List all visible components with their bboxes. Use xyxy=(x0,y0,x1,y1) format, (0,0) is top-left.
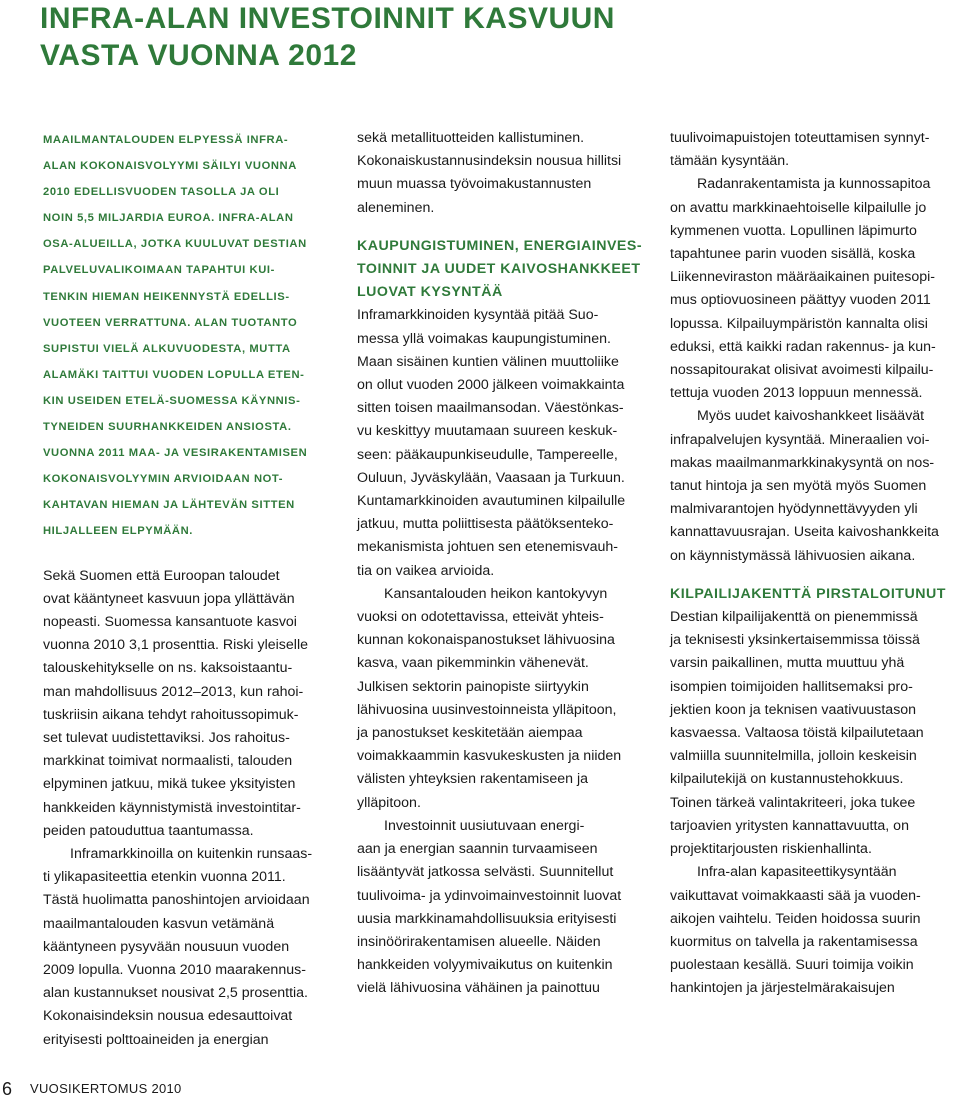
title-line: VASTA VUONNA 2012 xyxy=(40,39,357,72)
text-line: elpyminen jatkuu, mikä tukee yksityisten xyxy=(43,776,296,793)
text-line: Maan sisäinen kuntien välinen muuttoliike xyxy=(357,353,619,370)
body-paragraph xyxy=(670,127,960,173)
text-line: lähivuosina uusinvestoinneista ylläpitoon, xyxy=(357,701,617,718)
body-paragraph xyxy=(670,405,960,567)
text-line: isompien toimijoiden hallitsemaksi pro- xyxy=(670,678,913,695)
text-line: kuormitus on talvella ja rakentamisessa xyxy=(670,933,918,950)
text-line: talouskehitykselle on ns. kaksoistaantu- xyxy=(43,660,293,677)
text-line: tarjoavien yritysten kannattavuutta, on xyxy=(670,817,909,834)
text-line: maailmantalouden kasvun vetämänä xyxy=(43,915,275,932)
body-paragraph xyxy=(357,127,647,220)
text-line: Investoinnit uusiutuvaan energi- xyxy=(384,817,585,834)
text-line: kunnan kokonaispanostukset lähivuosina xyxy=(357,632,615,649)
text-line: aleneminen. xyxy=(357,199,435,216)
text-line: Kokonaisindeksin nousua edesauttoivat xyxy=(43,1008,293,1025)
text-line: man mahdollisuus 2012–2013, kun rahoi- xyxy=(43,683,304,700)
text-line: Myös uudet kaivoshankkeet lisäävät xyxy=(697,408,925,425)
text-line: mus optiovuosineen päättyy vuoden 2011 xyxy=(670,292,931,309)
text-line: KAHTAVAN HIEMAN JA LÄHTEVÄN SITTEN xyxy=(43,499,295,512)
text-line: Kansantalouden heikon kantokyvyn xyxy=(384,585,608,602)
text-line: vaikuttavat voimakkaasti sää ja vuoden- xyxy=(670,887,921,904)
text-line: eduksi, että kaikki radan rakennus- ja kun- xyxy=(670,338,936,355)
text-line: VUOTEEN VERRATTUNA. ALAN TUOTANTO xyxy=(43,316,298,329)
column-3 xyxy=(670,127,960,1001)
text-line: on käynnistymässä lähivuosien aikana. xyxy=(670,547,916,564)
text-line: tuulivoimapuistojen toteuttamisen synnyt- xyxy=(670,130,930,146)
body-paragraph xyxy=(670,173,960,405)
lead-paragraph xyxy=(43,127,333,545)
text-line: alan kustannukset nousivat 2,5 prosenttia. xyxy=(43,985,309,1002)
text-line: välisten yhteyksien rakentamiseen ja xyxy=(357,771,589,788)
text-line: NOIN 5,5 MILJARDIA EUROA. INFRA-ALAN xyxy=(43,212,294,225)
text-line: tuulivoima- ja ydinvoimainvestoinnit luovat xyxy=(357,887,622,904)
text-line: hankkeiden käynnistymistä investointitar- xyxy=(43,799,301,816)
text-line: Sekä Suomen että Euroopan taloudet xyxy=(43,567,280,584)
text-line: vuonna 2010 3,1 prosenttia. Riski yleiselle xyxy=(43,637,308,654)
text-line: erityisesti polttoaineiden ja energian xyxy=(43,1031,269,1048)
text-line: infrapalvelujen kysyntää. Mineraalien voi- xyxy=(670,431,930,448)
text-line: KILPAILIJAKENTTÄ PIRSTALOITUNUT xyxy=(670,585,946,602)
text-line: ti ylikapasiteettia etenkin vuonna 2011. xyxy=(43,869,286,886)
text-line: Kuntamarkkinoiden avautuminen kilpailulle xyxy=(357,493,626,510)
text-line: hankintojen ja järjestelmärakaisujen xyxy=(670,980,895,997)
text-line: OSA-ALUEILLA, JOTKA KUULUVAT DESTIAN xyxy=(43,238,307,251)
text-line: TOINNIT JA UUDET KAIVOSHANKKEET xyxy=(357,261,641,278)
text-line: muun muassa työvoimakustannusten xyxy=(357,176,592,193)
text-line: LUOVAT KYSYNTÄÄ xyxy=(357,284,503,301)
text-line: malmivarantojen hyödynnettävyyden yli xyxy=(670,501,918,518)
text-line: KOKONAISVOLYYMIN ARVIOIDAAN NOT- xyxy=(43,473,284,486)
body-paragraph xyxy=(43,843,333,1052)
text-line: kannattavuusrajan. Useita kaivoshankkeita xyxy=(670,524,939,541)
text-line: aikojen vaihtelu. Teiden hoidossa suurin xyxy=(670,910,921,927)
text-line: tettuja vuoden 2013 loppuun mennessä. xyxy=(670,385,923,402)
text-line: voimakkaammin kasvukeskusten ja niiden xyxy=(357,748,622,765)
text-line: ovat kääntyneet kasvuun jopa yllättävän xyxy=(43,590,295,607)
section-heading xyxy=(357,235,647,305)
text-line: vielä lähivuosina vähäinen ja painottuu xyxy=(357,980,600,997)
text-line: hankkeiden volyymivaikutus on kuitenkin xyxy=(357,957,613,974)
text-line: ylläpitoon. xyxy=(357,794,421,811)
text-line: Radanrakentamista ja kunnossapitoa xyxy=(697,176,931,193)
text-line: SUPISTUI VIELÄ ALKUVUODESTA, MUTTA xyxy=(43,342,291,355)
text-line: tia on vaikea arvioida. xyxy=(357,562,495,579)
section-heading xyxy=(670,583,960,606)
text-line: jektien koon ja teknisen vaativuustason xyxy=(670,701,917,718)
text-line: ALAMÄKI TAITTUI VUODEN LOPULLA ETEN- xyxy=(43,368,305,381)
text-line: TYNEIDEN SUURHANKKEIDEN ANSIOSTA. xyxy=(43,421,292,434)
text-line: insinöörirakentamisen alueelle. Näiden xyxy=(357,933,601,950)
text-line: peiden patouduttua taantumassa. xyxy=(43,822,254,839)
text-line: varsin paikallinen, mutta muuttuu yhä xyxy=(670,655,905,672)
text-line: tämään kysyntään. xyxy=(670,153,790,170)
text-line: aan ja energian saannin turvaamiseen xyxy=(357,841,598,858)
text-line: Inframarkkinoilla on kuitenkin runsaas- xyxy=(70,845,313,862)
text-line: ALAN KOKONAISVOLYYMI SÄILYI VUONNA xyxy=(43,160,297,173)
text-line: PALVELUVALIKOIMAAN TAPAHTUI KUI- xyxy=(43,264,275,277)
text-line: Ouluun, Jyväskylään, Vaasaan ja Turkuun. xyxy=(357,469,625,486)
text-line: Infra-alan kapasiteettikysyntään xyxy=(697,864,897,881)
text-line: uusia markkinamahdollisuuksia erityisesti xyxy=(357,910,617,927)
column-2 xyxy=(357,127,647,1001)
text-line: Destian kilpailijakenttä on pienemmissä xyxy=(670,609,918,626)
text-line: ja teknisesti yksinkertaisemmissa töissä xyxy=(670,632,920,649)
text-line: kilpailutekijä on kustannustehokkuus. xyxy=(670,771,904,788)
column-1 xyxy=(43,127,333,1052)
publication-name: VUOSIKERTOMUS 2010 xyxy=(30,1081,182,1096)
text-line: on avattu markkinaehtoiselle kilpailulle jo xyxy=(670,199,927,216)
body-paragraph xyxy=(43,565,333,843)
text-line: TENKIN HIEMAN HEIKENNYSTÄ EDELLIS- xyxy=(43,290,290,303)
text-line: tuskriisin aikana tehdyt rahoitussopimuk- xyxy=(43,706,299,723)
text-line: valmiilla suunnitelmilla, jolloin keskeisin xyxy=(670,748,917,765)
text-line: nossapitourakat olisivat avoimesti kilpailu- xyxy=(670,362,934,379)
text-line: ja panostukset keskitetään aiempaa xyxy=(357,725,583,742)
text-line: Julkisen sektorin painopiste siirtyykin xyxy=(357,678,589,695)
page-number: 6 xyxy=(2,1079,13,1099)
text-line: on ollut vuoden 2000 jälkeen voimakkainta xyxy=(357,377,625,394)
text-line: markkinat toimivat normaalisti, talouden xyxy=(43,753,293,770)
text-line: vu keskittyy muutamaan suureen keskuk- xyxy=(357,423,618,440)
text-line: vuoksi on odotettavissa, etteivät yhteis- xyxy=(357,609,604,626)
text-line: messa yllä voimakas kaupungistuminen. xyxy=(357,330,611,347)
text-line: 2009 lopulla. Vuonna 2010 maarakennus- xyxy=(43,961,306,978)
text-line: 2010 EDELLISVUODEN TASOLLA JA OLI xyxy=(43,186,280,199)
text-line: lisääntyvät jatkossa selvästi. Suunnitellut xyxy=(357,864,614,881)
text-line: KAUPUNGISTUMINEN, ENERGIAINVES- xyxy=(357,237,643,254)
text-line: sekä metallituotteiden kallistuminen. xyxy=(357,130,585,146)
text-line: Inframarkkinoiden kysyntää pitää Suo- xyxy=(357,307,599,324)
body-paragraph xyxy=(357,583,647,815)
text-line: Kokonaiskustannusindeksin nousua hillitsi xyxy=(357,153,622,170)
body-paragraph xyxy=(670,861,960,1000)
text-line: set tulevat uudistettaviksi. Jos rahoitus- xyxy=(43,729,290,746)
text-line: makas maailmanmarkkinakysyntä on nos- xyxy=(670,454,935,471)
text-line: sitten toisen maailmansodan. Väestönkas- xyxy=(357,400,624,417)
text-line: kasva, vaan pikemminkin vähenevät. xyxy=(357,655,589,672)
text-line: mekanismista johtuen sen etenemisvauh- xyxy=(357,539,619,556)
text-line: lopussa. Kilpailuympäristön kannalta olisi xyxy=(670,315,928,332)
text-line: VUONNA 2011 MAA- JA VESIRAKENTAMISEN xyxy=(43,447,308,460)
body-paragraph xyxy=(670,606,960,861)
text-line: HILJALLEEN ELPYMÄÄN. xyxy=(43,525,193,538)
text-line: puolestaan kesällä. Suuri toimija voikin xyxy=(670,957,914,974)
text-line: MAAILMANTALOUDEN ELPYESSÄ INFRA- xyxy=(43,134,289,146)
text-line: tanut hintoja ja sen myötä myös Suomen xyxy=(670,478,927,495)
text-line: kasvaessa. Valtaosa töistä kilpailutetaan xyxy=(670,725,924,742)
text-line: KIN USEIDEN ETELÄ-SUOMESSA KÄYNNIS- xyxy=(43,394,301,407)
text-line: projektitarjousten riskienhallinta. xyxy=(670,841,872,858)
title-line: INFRA-ALAN INVESTOINNIT KASVUUN xyxy=(40,2,615,35)
text-line: kymmenen vuotta. Lopullinen läpimurto xyxy=(670,222,917,239)
body-paragraph xyxy=(357,304,647,582)
text-line: Tästä huolimatta panoshintojen arvioidaan xyxy=(43,892,310,909)
text-line: tapahtunee parin vuoden sisällä, koska xyxy=(670,246,916,263)
text-line: Toinen tärkeä valintakriteeri, joka tukee xyxy=(670,794,916,811)
text-line: jatkuu, mutta poliittisesta päätöksenteko- xyxy=(357,516,614,533)
body-paragraph xyxy=(357,815,647,1001)
page-title xyxy=(40,0,615,74)
text-line: Liikenneviraston määräaikainen puitesopi- xyxy=(670,269,935,286)
text-line: seen: pääkaupunkiseudulle, Tampereelle, xyxy=(357,446,618,463)
text-line: nopeasti. Suomessa kansantuote kasvoi xyxy=(43,613,297,630)
text-line: kääntyneen pysyvään nousuun vuoden xyxy=(43,938,290,955)
